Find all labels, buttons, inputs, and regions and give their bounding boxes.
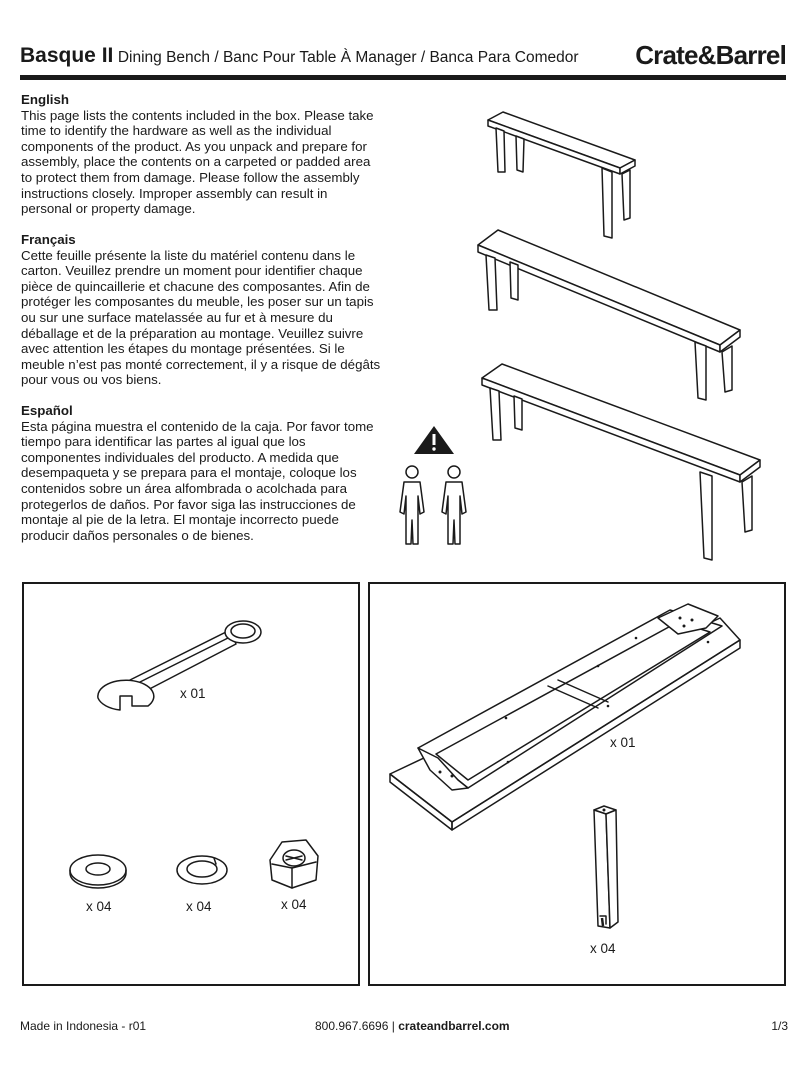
french-body: Cette feuille présente la liste du matériel contenu dans le carton. Veuillez prendre un moment pour identifier chaque pièce de quincaillerie et chacune des composantes. Afin de protéger les composantes du meuble, les poser sur un tapis ou sur une surface matelassée au fur et à mesure du déballage et de la préparation au montage. Veuillez suivre avec attention les étapes du montage présentées. Si le meuble n’est pas monté correctement, il y a risque de dégâts pour vous ou vos biens. (21, 247, 381, 388)
page-number: 1/3 (771, 1019, 788, 1033)
english-heading: English (21, 92, 70, 107)
spanish-heading: Español (21, 403, 73, 418)
seat-qty: x 01 (610, 735, 636, 750)
bench-illustration-icon (470, 100, 770, 570)
flat-washer-icon (68, 852, 128, 892)
brand-logo: Crate&Barrel (635, 40, 786, 70)
spanish-body: Esta página muestra el contenido de la caja. Por favor tome tiempo para identificar las partes al igual que los componentes individuales del producto. A medida que desempaqueta y se prepara para el montaje, coloque los contenidos sobre un área alfombrada o acolchada para protegerlos de daños. Por favor siga las instrucciones de montaje al pie de la letra. El montaje incorrecto puede producir daños personales o de bienes. (21, 418, 374, 543)
english-body: This page lists the contents included in the box. Please take time to identify the hardware as well as the individual components of the product. As you unpack and prepare for assembly, place the contents on a carpeted or padded area to protect them from damage. Please follow the assembly instructions closely. Improper assembly can result in personal or property damage. (21, 107, 374, 217)
footer-contact (315, 1019, 510, 1033)
lock-washer-qty: x 04 (186, 899, 212, 914)
bench-seat-frame-icon (388, 598, 768, 828)
short-bench-icon (488, 112, 635, 238)
hex-nut-qty: x 04 (281, 897, 307, 912)
footer-phone: 800.967.6696 | (315, 1019, 399, 1033)
lock-washer-icon (174, 852, 234, 892)
leg-qty: x 04 (590, 941, 616, 956)
person-icon (400, 466, 424, 544)
footer-website[interactable]: crateandbarrel.com (398, 1019, 510, 1033)
french-heading: Français (21, 232, 76, 247)
product-title (20, 44, 579, 68)
product-subtitle: Dining Bench / Banc Pour Table À Manager / Banca Para Comedor (117, 49, 579, 66)
header-rule (20, 75, 786, 80)
footer-origin: Made in Indonesia - r01 (20, 1019, 147, 1033)
flat-washer-qty: x 04 (86, 899, 112, 914)
page-header (20, 40, 786, 74)
bench-leg-icon (586, 804, 626, 934)
section-spanish (21, 403, 381, 543)
two-person-warning-icon (396, 424, 476, 554)
long-bench-2-icon (482, 364, 760, 560)
wrench-icon (90, 612, 270, 722)
section-english (21, 92, 381, 217)
hex-nut-icon (266, 836, 326, 896)
wrench-qty: x 01 (180, 686, 206, 701)
product-name: Basque II (20, 44, 114, 67)
section-french (21, 232, 381, 388)
person-icon (442, 466, 466, 544)
